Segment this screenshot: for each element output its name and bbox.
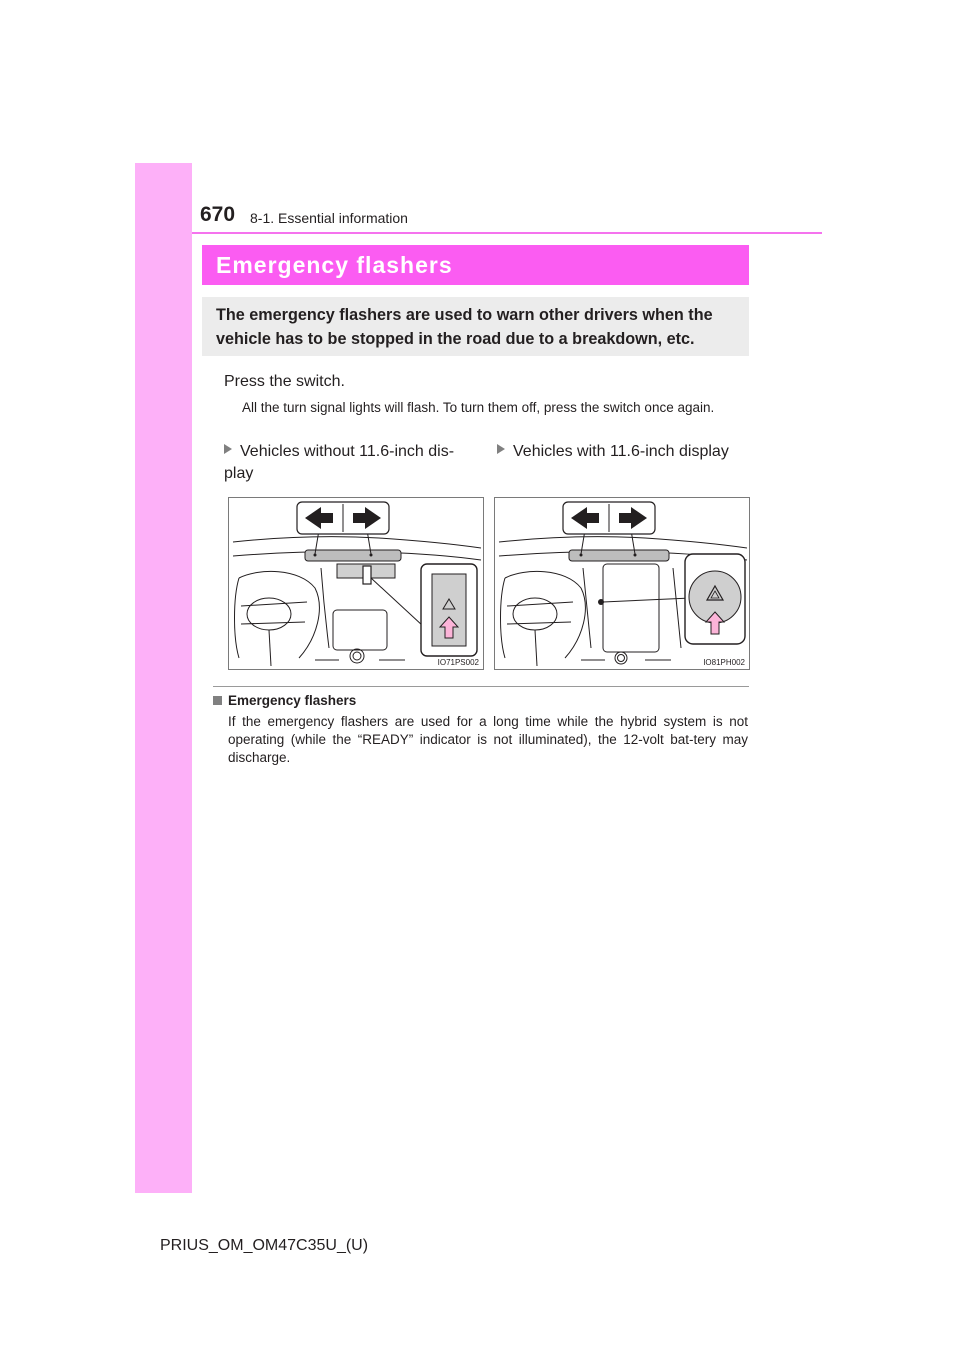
figure-dashboard-with-display [494,497,750,670]
header-rule [192,232,822,234]
figure-code: IO81PH002 [703,658,745,667]
variant-label-without-display: Vehicles without 11.6-inch dis-play [224,443,455,482]
note-body: If the emergency flashers are used for a long time while the hybrid system is not operating (while the “READY” indicator is not illuminated), the 12-volt bat-tery may discharge. [228,714,748,765]
content-divider [213,686,749,687]
page-number: 670 [200,203,236,226]
dashboard-illustration [229,498,483,669]
triangle-bullet-icon [497,444,505,454]
lead-paragraph: The emergency flashers are used to warn other drivers when the vehicle has to be stopped in the road due to a breakdown, etc. [202,297,749,356]
sidebar-tab [135,163,192,1193]
section-label: 8-1. Essential information [250,210,408,226]
step-note: All the turn signal lights will flash. To turn them off, press the switch once again. [242,400,715,415]
dashboard-illustration [495,498,749,669]
step-instruction: Press the switch. [224,373,345,390]
figure-dashboard-without-display [228,497,484,670]
document-footer: PRIUS_OM_OM47C35U_(U) [160,1237,369,1254]
triangle-bullet-icon [224,444,232,454]
square-bullet-icon [213,696,222,705]
section-title: Emergency flashers [202,245,749,285]
variant-label-with-display: Vehicles with 11.6-inch display [497,441,752,463]
note-heading: Emergency flashers [213,693,356,708]
figure-code: IO71PS002 [437,658,479,667]
